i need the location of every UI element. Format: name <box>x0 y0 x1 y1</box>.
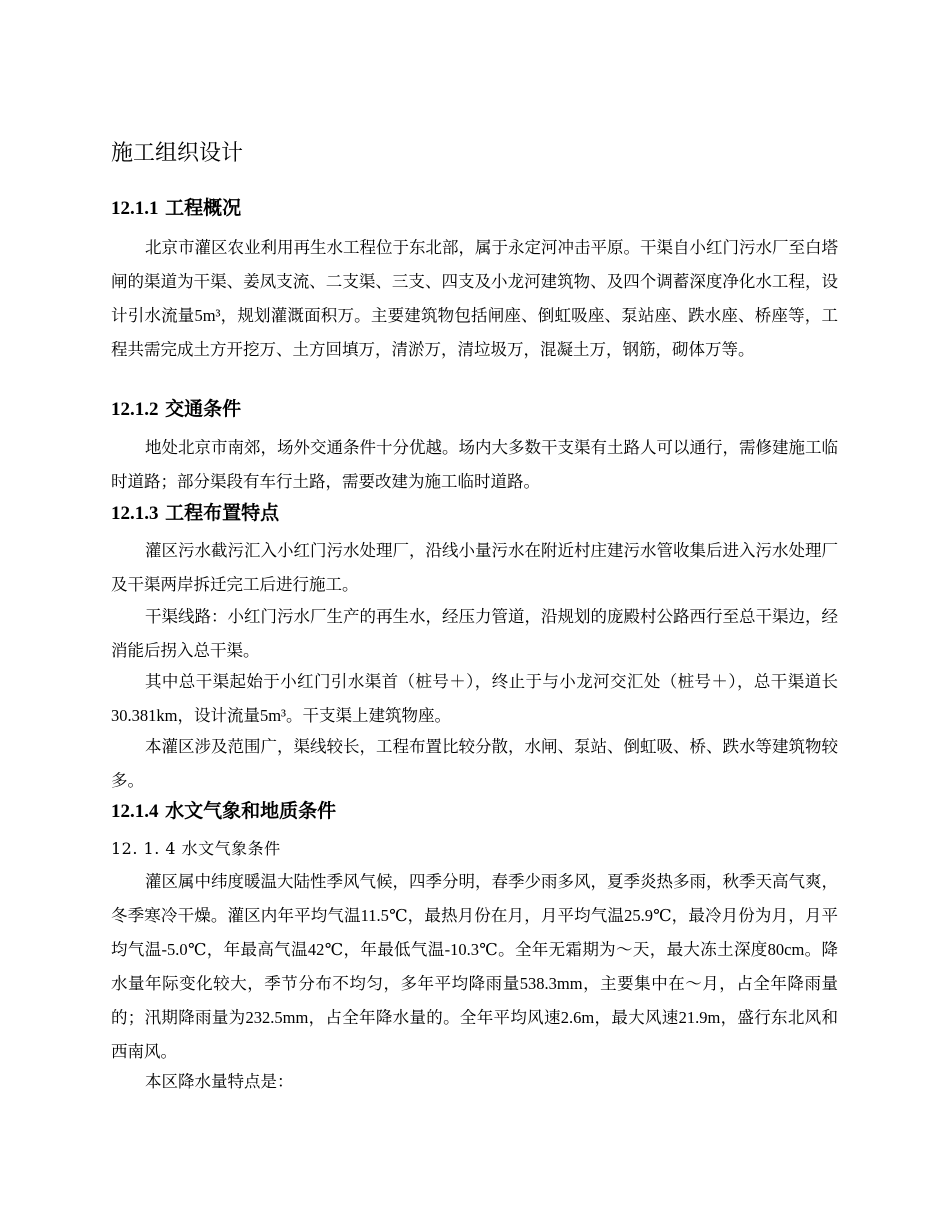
paragraph: 地处北京市南郊，场外交通条件十分优越。场内大多数干支渠有土路人可以通行，需修建施工临时道路；部分渠段有车行土路，需要改建为施工临时道路。 <box>111 438 838 491</box>
paragraph: 干渠线路：小红门污水厂生产的再生水，经压力管道，沿规划的庞殿村公路西行至总干渠边，经消能后拐入总干渠。 <box>111 607 838 660</box>
paragraph: 本区降水量特点是： <box>145 1072 294 1091</box>
paragraph: 北京市灌区农业利用再生水工程位于东北部，属于永定河冲击平原。干渠自小红门污水厂至白塔闸的渠道为干渠、姜凤支流、二支渠、三支、四支及小龙河建筑物、及四个调蓄深度净化水工程，设计引水流量5m³，规划灌溉面积万。主要建筑物包括闸座、倒虹吸座、泵站座、跌水座、桥座等，工程共需完成土方开挖万、土方回填万，清淤万，清垃圾万，混凝土万，钢筋，砌体万等。 <box>111 238 838 359</box>
section-heading <box>111 797 336 826</box>
section-title: 水文气象和地质条件 <box>165 800 337 822</box>
section-title: 工程概况 <box>165 197 242 219</box>
section-heading <box>111 395 241 424</box>
paragraph: 灌区污水截污汇入小红门污水处理厂，沿线小量污水在附近村庄建污水管收集后进入污水处理厂及干渠两岸拆迁完工后进行施工。 <box>111 541 838 594</box>
section-number: 12.1.3 <box>111 503 159 524</box>
section-title: 交通条件 <box>165 398 242 420</box>
section-heading <box>111 194 241 223</box>
section-heading <box>111 499 279 528</box>
section-title: 工程布置特点 <box>165 502 280 524</box>
paragraph: 其中总干渠起始于小红门引水渠首（桩号＋），终止于与小龙河交汇处（桩号＋），总干渠道长30.381km，设计流量5m³。干支渠上建筑物座。 <box>111 672 838 725</box>
section-number: 12.1.2 <box>111 399 159 420</box>
paragraph: 灌区属中纬度暖温大陆性季风气候，四季分明，春季少雨多风，夏季炎热多雨，秋季天高气爽，冬季寒冷干燥。灌区内年平均气温11.5℃，最热月份在月，月平均气温25.9℃，最冷月份为月，月平均气温-5.0℃，年最高气温42℃，年最低气温-10.3℃。全年无霜期为～天，最大冻土深度80cm。降水量年际变化较大，季节分布不均匀，多年平均降雨量538.3mm，主要集中在～月，占全年降雨量的；汛期降雨量为232.5mm，占全年降水量的。全年平均风速2.6m，最大风速21.9m，盛行东北风和西南风。 <box>111 872 838 1061</box>
section-number: 12.1.1 <box>111 198 159 219</box>
section-number: 12.1.4 <box>111 801 159 822</box>
document-title: 施工组织设计 <box>111 141 244 166</box>
paragraph: 本灌区涉及范围广，渠线较长，工程布置比较分散，水闸、泵站、倒虹吸、桥、跌水等建筑物较多。 <box>111 737 838 790</box>
subsection-heading: 12. 1. 4 水文气象条件 <box>111 839 281 858</box>
